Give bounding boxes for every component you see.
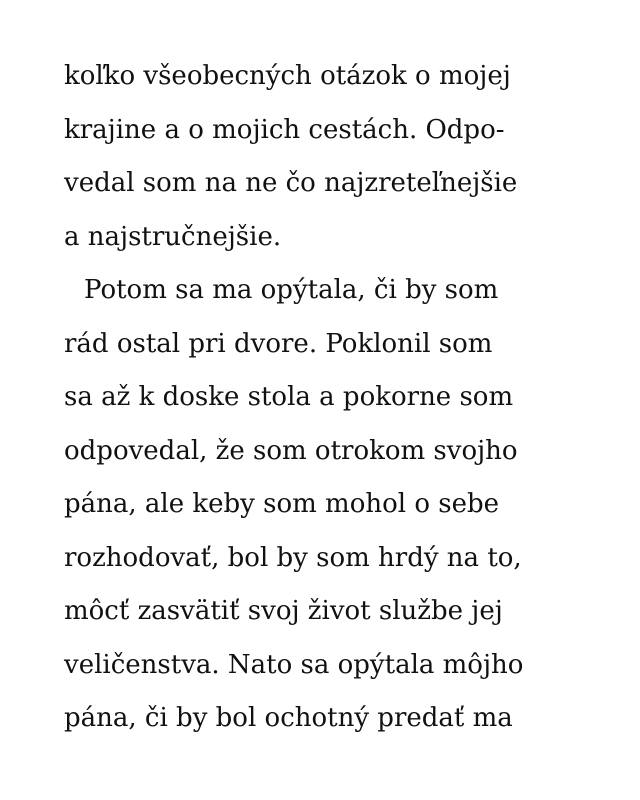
text-line: môcť zasvätiť svoj život službe jej xyxy=(64,596,503,626)
text-line: krajine a o mojich cestách. Odpo- xyxy=(64,114,505,145)
text-line: a najstručnejšie. xyxy=(64,221,282,252)
text-line: pána, či by bol ochotný predať ma xyxy=(64,703,513,733)
body-text xyxy=(64,50,584,746)
text-line: rozhodovať, bol by som hrdý na to, xyxy=(64,542,522,573)
text-line: sa až k doske stola a pokorne som xyxy=(64,382,514,412)
text-line: rád ostal pri dvore. Poklonil som xyxy=(64,328,493,359)
text-line: veličenstva. Nato sa opýtala môjho xyxy=(64,649,524,680)
text-line: koľko všeobecných otázok o mojej xyxy=(64,61,511,91)
text-line: pána, ale keby som mohol o sebe xyxy=(64,489,500,519)
text-line: vedal som na ne čo najzreteľnejšie xyxy=(64,168,518,198)
text-line: odpovedal, že som otrokom svojho xyxy=(64,435,518,466)
paragraph-start-line: Potom sa ma opýtala, či by som xyxy=(84,275,499,305)
